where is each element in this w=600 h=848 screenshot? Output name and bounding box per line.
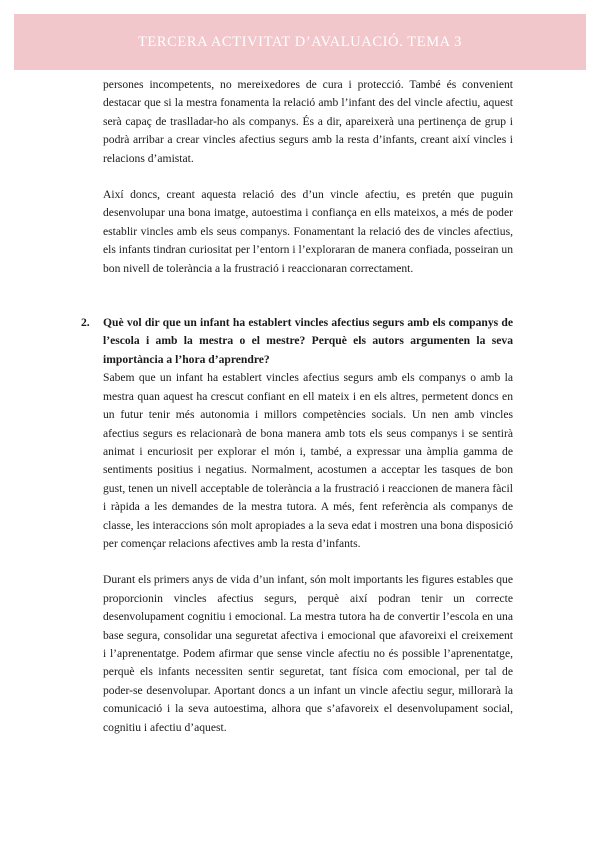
header-band [14, 14, 586, 70]
document-body [81, 76, 513, 737]
answer-paragraph: Sabem que un infant ha establert vincles afectius segurs amb els companys o amb la mestra quan aquest ha crescut confiant en ell mateix i en els altres, permetent doncs en un futur tenir més autonomia i millors competències socials. Un nen amb vincles afectius segurs es relacionarà de bona manera amb tots els seus companys i se sentirà animat i encuriosit per explorar el món i, també, a expressar una àmplia gamma de sentiments positius i negatius. Normalment, acostumen a acceptar les tasques de bon gust, tenen un nivell acceptable de tolerància a la frustració i reaccionen de manera fàcil i ràpida a les demandes de la mestra tutora. A més, fent referència als companys de classe, les interaccions són molt apropiades a la seva edat i mostren una bona disposició per començar relacions afectives amb la resta d’infants. [103, 371, 513, 550]
answer-paragraph: Durant els primers anys de vida d’un infant, són molt importants les figures estables que proporcionin vincles afectius segurs, perquè així podran tenir un correcte desenvolupament cognitiu i emocional. La mestra tutora ha de convertir l’escola en una base segura, consolidar una seguretat afectiva i emocional que afavoreixi el creixement i l’aprenentatge. Podem afirmar que sense vincle afectiu no és possible l’aprenentatge, perquè els infants necessiten sentir seguretat, tant física com emocional, per tal de poder-se desenvolupar. Aportant doncs a un infant un vincle afectiu segur, millorarà la comunicació i la seva autoestima, alhora que s’afavoreix el desenvolupament social, cognitiu i afectiu d’aquest. [103, 573, 513, 734]
document-title: TERCERA ACTIVITAT D’AVALUACIÓ. TEMA 3 [137, 34, 463, 50]
paragraph: persones incompetents, no mereixedores de cura i protecció. També és convenient destacar que si la mestra fonamenta la relació amb l’infant des del vincle afectiu, aquest serà capaç de traslladar-ho als companys. És a dir, apareixerà una pertinença de grup i podrà arribar a crear vincles afectius segurs amb la resta d’infants, creant així vincles i relacions d’amistat. [103, 78, 513, 165]
question-heading [81, 314, 513, 369]
question-number: 2. [81, 316, 90, 330]
paragraph: Així doncs, creant aquesta relació des d’un vincle afectiu, es pretén que puguin desenvolupar una bona imatge, autoestima i confiança en ells mateixos, a més de poder establir vincles amb els seus companys. Fonamentant la relació des de vincles afectius, els infants tindran curiositat per l’entorn i l’exploraran de manera confiada, posseiran un bon nivell de tolerància a la frustració i reaccionaran correctament. [103, 188, 513, 275]
question-text: Què vol dir que un infant ha establert vincles afectius segurs amb els companys de l’escola i amb la mestra o el mestre? Perquè els autors argumenten la seva importància a l’hora d’aprendre? [103, 316, 513, 366]
